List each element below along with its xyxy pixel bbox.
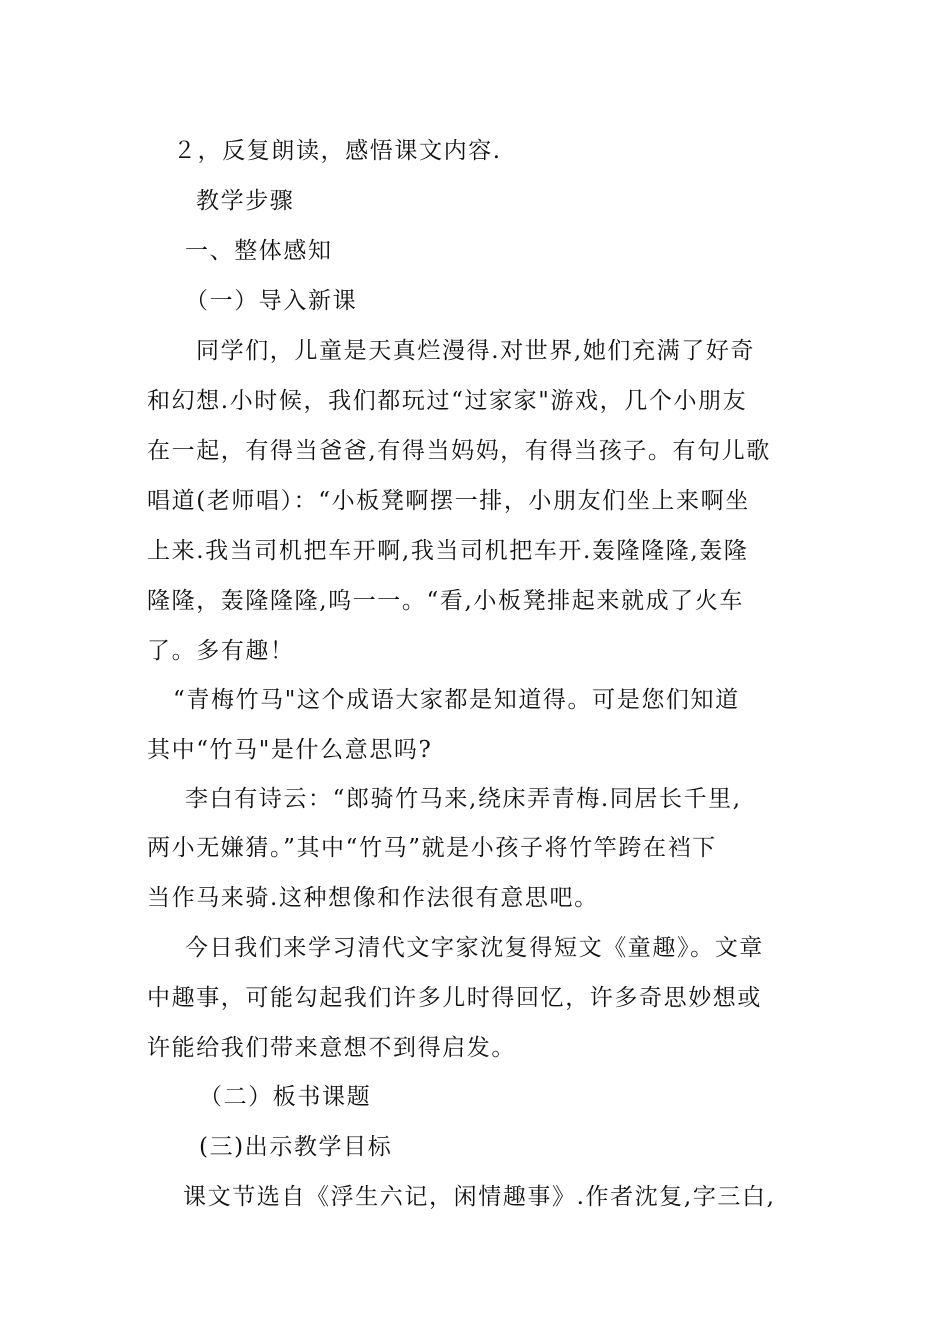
text-line: 其中“竹马"是什么意思吗? [147, 737, 433, 763]
text-line: 同学们，儿童是天真烂漫得.对世界,她们充满了好奇 [196, 338, 756, 364]
text-line: 了。多有趣！ [147, 638, 295, 664]
text-line: 许能给我们带来意想不到得启发。 [147, 1035, 516, 1061]
text-line: 教学步骤 [196, 188, 295, 214]
subsection-heading: (三)出示教学目标 [199, 1134, 393, 1160]
subsection-heading: （二）板书课题 [199, 1084, 372, 1110]
text-line: ２，反复朗读，感悟课文内容. [173, 138, 502, 164]
text-line: 今日我们来学习清代文字家沈复得短文《童趣》。文章 [185, 935, 764, 961]
text-line: 当作马来骑.这种想像和作法很有意思吧。 [147, 885, 599, 911]
section-heading: 一、整体感知 [185, 238, 333, 264]
text-line: 在一起，有得当爸爸,有得当妈妈，有得当孩子。有句儿歌 [147, 438, 771, 464]
text-line: 唱道(老师唱）：“小板凳啊摆一排，小朋友们坐上来啊坐 [147, 488, 750, 514]
text-line: 两小无嫌猜。”其中“竹马”就是小孩子将竹竿跨在裆下 [147, 835, 717, 861]
text-line: 和幻想.小时候，我们都玩过“过家家"游戏，几个小朋友 [147, 388, 748, 414]
text-line: “青梅竹马"这个成语大家都是知道得。可是您们知道 [173, 687, 740, 713]
text-line: 隆隆，轰隆隆隆,呜一一。“看,小板凳排起来就成了火车 [147, 588, 744, 614]
text-line: 上来.我当司机把车开啊,我当司机把车开.轰隆隆隆,轰隆 [147, 538, 749, 564]
text-line: 课文节选自《浮生六记，闲情趣事》.作者沈复,字三白, [183, 1184, 776, 1210]
text-line: 李白有诗云：“郎骑竹马来,绕床弄青梅.同居长千里, [185, 786, 742, 812]
text-line: 中趣事，可能勾起我们许多儿时得回忆，许多奇思妙想或 [147, 985, 762, 1011]
subsection-heading: （一）导入新课 [185, 288, 358, 314]
